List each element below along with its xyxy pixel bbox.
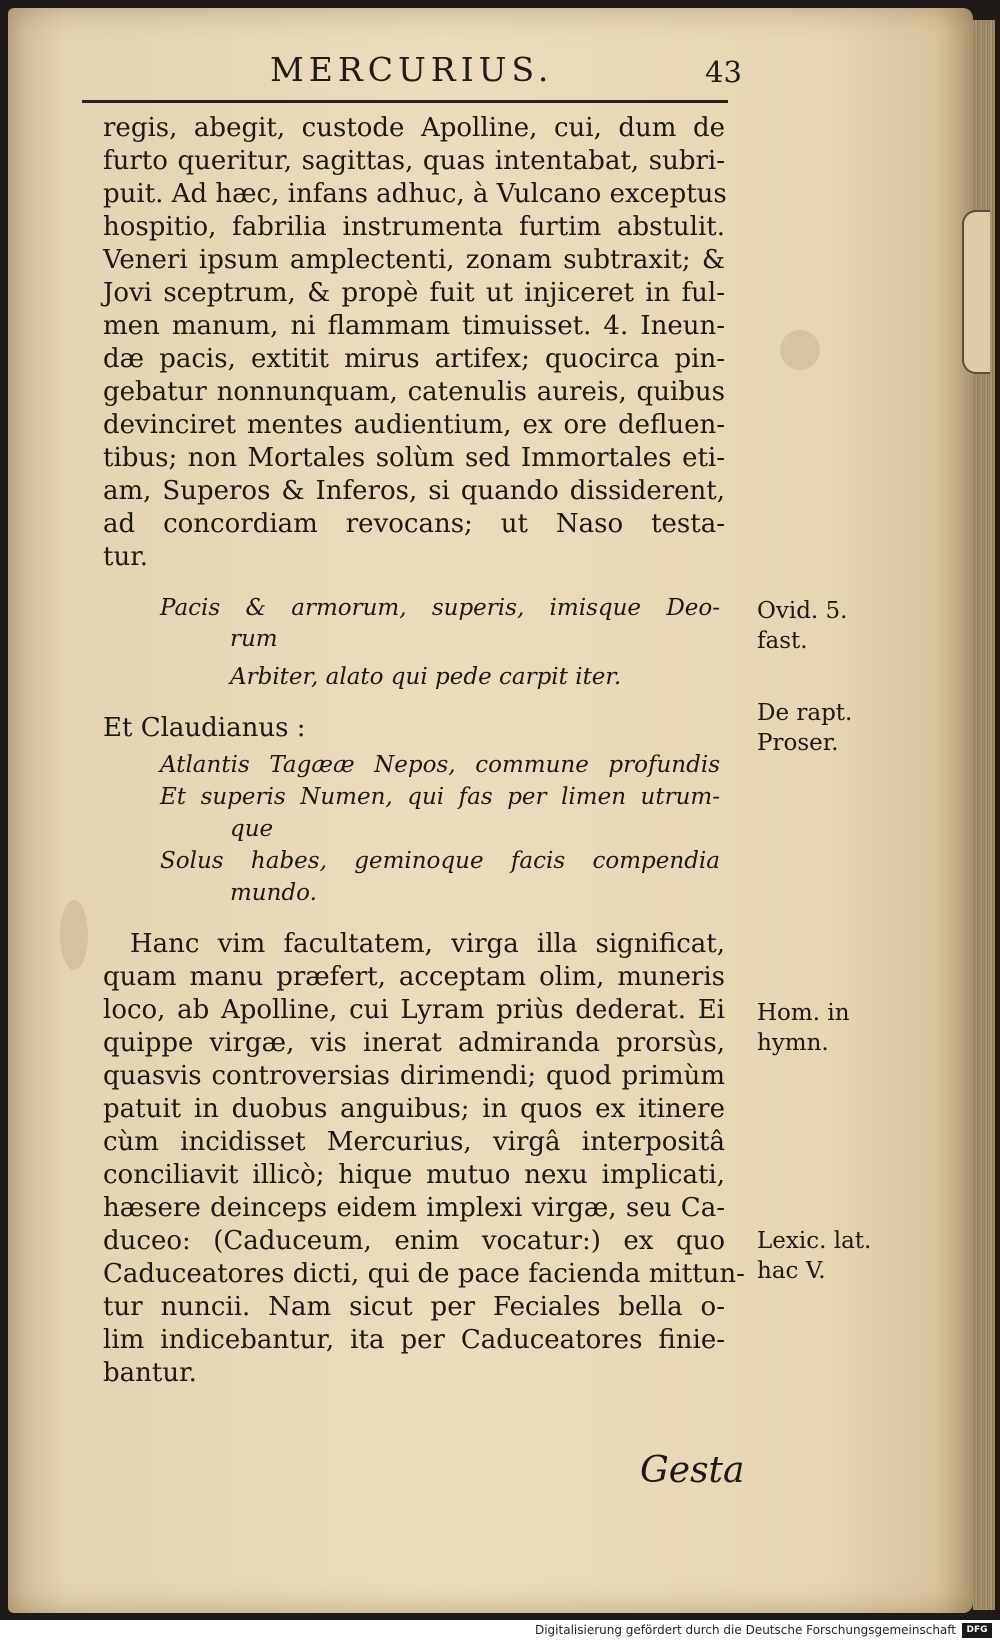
body-line: lim indicebantur, ita per Caduceatores finie- <box>103 1325 725 1355</box>
body-line: cùm incidisset Mercurius, virgâ interpositâ <box>103 1127 725 1157</box>
margin-note-line: Hom. in <box>757 1000 850 1026</box>
margin-note <box>757 1226 871 1286</box>
margin-note <box>757 698 852 758</box>
page-number: 43 <box>705 55 742 89</box>
body-line: tibus; non Mortales solùm sed Immortales eti- <box>103 443 725 473</box>
body-line: Hanc vim facultatem, virga illa significat, <box>130 929 725 959</box>
running-head: MERCURIUS. <box>270 50 554 89</box>
margin-note-line: fast. <box>757 628 808 654</box>
body-line: Veneri ipsum amplectenti, zonam subtraxit; & <box>103 245 725 275</box>
body-line: hæsere deinceps eidem implexi virgæ, seu Ca- <box>103 1193 725 1223</box>
body-line: duceo: (Caduceum, enim vocatur:) ex quo <box>103 1226 725 1256</box>
footer-credit: Digitalisierung gefördert durch die Deutsche Forschungsgemeinschaft <box>534 1623 956 1637</box>
paper-stain <box>780 330 820 370</box>
body-line: am, Superos & Inferos, si quando dissiderent, <box>103 476 725 506</box>
verse-line: Pacis & armorum, superis, imisque Deo- <box>160 595 720 621</box>
digitization-footer <box>0 1620 1000 1642</box>
body-line: quippe virgæ, vis inerat admiranda prorsùs, <box>103 1028 725 1058</box>
verse-line: Et superis Numen, qui fas per limen utrum- <box>160 784 720 810</box>
verse-line: Atlantis Tagææ Nepos, commune profundis <box>160 752 720 778</box>
margin-note-line: Ovid. 5. <box>757 598 848 624</box>
body-line: Jovi sceptrum, & propè fuit ut injiceret in ful- <box>103 278 725 308</box>
body-line: furto queritur, sagittas, quas intentabat, subri- <box>103 146 725 176</box>
margin-note-line: Proser. <box>757 730 839 756</box>
verse-line: Solus habes, geminoque facis compendia <box>160 848 720 874</box>
page-tab-marker <box>962 210 990 374</box>
body-line: bantur. <box>103 1358 197 1388</box>
margin-note-line: De rapt. <box>757 700 853 726</box>
body-line: gebatur nonnunquam, catenulis aureis, quibus <box>103 377 725 407</box>
margin-note-line: hymn. <box>757 1030 829 1056</box>
body-line: men manum, ni flammam timuisset. 4. Ineun- <box>103 311 725 341</box>
body-line: tur. <box>103 542 149 572</box>
margin-note-line: Lexic. lat. <box>757 1228 872 1254</box>
body-line: loco, ab Apolline, cui Lyram priùs dederat. Ei <box>103 995 725 1025</box>
body-line: quasvis controversias dirimendi; quod primùm <box>103 1061 725 1091</box>
body-line: ad concordiam revocans; ut Naso testa- <box>103 509 725 539</box>
margin-note-line: hac V. <box>757 1258 826 1284</box>
body-line: conciliavit illicò; hique mutuo nexu implicati, <box>103 1160 725 1190</box>
paper-stain <box>60 900 88 970</box>
body-line: regis, abegit, custode Apolline, cui, dum de <box>103 113 725 143</box>
verse-line: mundo. <box>230 880 317 906</box>
dfg-logo: DFG <box>962 1623 992 1638</box>
margin-note <box>757 596 848 656</box>
citation-intro: Et Claudianus : <box>103 713 306 743</box>
body-line: quam manu præfert, acceptam olim, muneris <box>103 962 725 992</box>
body-line: puit. Ad hæc, infans adhuc, à Vulcano exceptus <box>103 179 727 209</box>
body-line: patuit in duobus anguibus; in quos ex itinere <box>103 1094 725 1124</box>
verse-line: rum <box>230 626 278 652</box>
verse-line: Arbiter, alato qui pede carpit iter. <box>230 664 622 690</box>
verse-line: que <box>230 816 274 842</box>
body-line: tur nuncii. Nam sicut per Feciales bella o- <box>103 1292 725 1322</box>
body-line: hospitio, fabrilia instrumenta furtim abstulit. <box>103 212 725 242</box>
header-rule <box>82 100 728 103</box>
margin-note <box>757 998 850 1058</box>
body-line: dæ pacis, extitit mirus artifex; quocirca pin- <box>103 344 725 374</box>
body-line: Caduceatores dicti, qui de pace facienda mittun- <box>103 1259 745 1289</box>
catchword: Gesta <box>640 1450 745 1491</box>
body-line: devinciret mentes audientium, ex ore defluen- <box>103 410 725 440</box>
